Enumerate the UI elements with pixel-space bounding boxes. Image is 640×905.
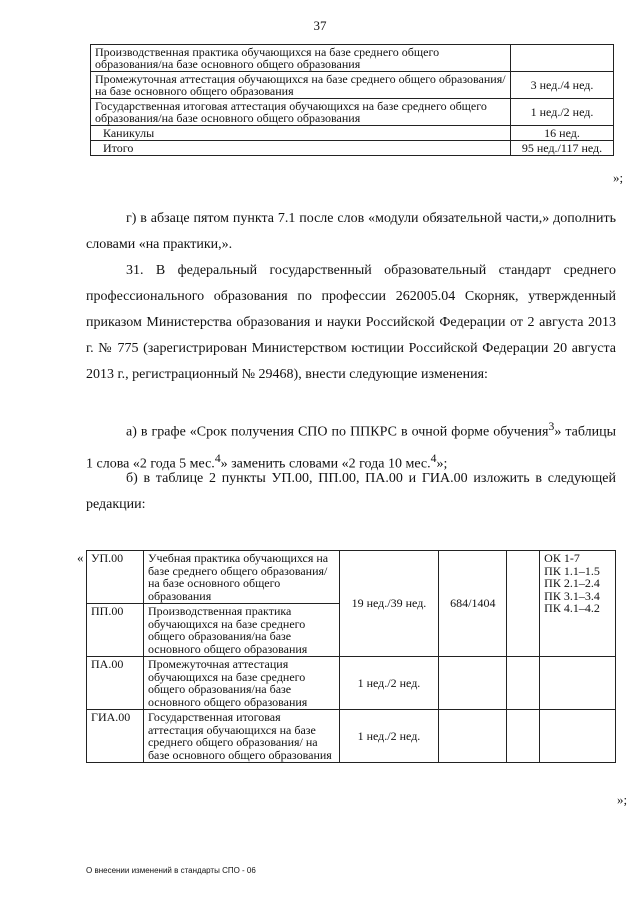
- table-cell-code: ПП.00: [87, 604, 144, 657]
- table-row: [91, 45, 614, 72]
- table-cell-value: 16 нед.: [511, 126, 614, 141]
- table-cell-label: Каникулы: [91, 126, 511, 141]
- table-cell-label: Промежуточная аттестация обучающихся на базе среднего общего образования/на базе основного общего образования: [91, 72, 511, 99]
- table-cell-desc: Производственная практика обучающихся на базе среднего общего образования/на базе основного общего образования: [143, 604, 339, 657]
- table-cell-label: Государственная итоговая аттестация обучающихся на базе среднего общего образования/на базе основного общего образования: [91, 99, 511, 126]
- table-row: [91, 126, 614, 141]
- table-row: [91, 72, 614, 99]
- table-cell-empty: [507, 657, 540, 710]
- paragraph-a-text: »;: [436, 456, 448, 472]
- table-cell-competencies: [540, 551, 616, 657]
- table-row: [91, 141, 614, 156]
- competency-item: ПК 3.1–3.4: [544, 588, 600, 603]
- table-row: [87, 710, 616, 763]
- table2-opening-quote: «: [77, 550, 84, 565]
- table-cell-code: ПА.00: [87, 657, 144, 710]
- table1-closing-quote: »;: [613, 170, 624, 185]
- table-cell-empty: [507, 710, 540, 763]
- paragraph-31: 31. В федеральный государственный образовательный стандарт среднего профессионального образования по профессии 262005.04 Скорняк, утвержденный приказом Министерства образования и науки Российской Федерации от 2 августа 2013 г. № 775 (зарегистрирован Министерством юстиции Российской Федерации 20 августа 2013 г., регистрационный № 29468), внести следующие изменения:: [86, 263, 616, 382]
- footnote-ref: 4: [430, 451, 437, 465]
- table-cell-value: [511, 45, 614, 72]
- table-cell-empty: [439, 657, 507, 710]
- table-cell-empty: [507, 551, 540, 657]
- table-row: [91, 99, 614, 126]
- duration-table: [90, 44, 614, 156]
- competency-item: ПК 2.1–2.4: [544, 576, 600, 590]
- table-cell-empty: [439, 710, 507, 763]
- table-cell-weeks: 1 нед./2 нед.: [339, 657, 439, 710]
- table-cell-weeks: 19 нед./39 нед.: [339, 551, 439, 657]
- competency-item: ПК 4.1–4.2: [544, 601, 600, 615]
- paragraph-a-text: а) в графе «Срок получения СПО по ППКРС в очной форме обучения: [126, 424, 549, 440]
- table2-closing-quote: »;: [617, 792, 628, 807]
- paragraph-a-text: » таблицы 1 слова «2 года 5 мес.: [86, 424, 617, 472]
- table-cell-desc: Государственная итоговая аттестация обучающихся на базе среднего общего образования/ на базе основного общего образования: [143, 710, 339, 763]
- footnote-ref: 4: [214, 451, 221, 465]
- table-cell-label: Итого: [91, 141, 511, 156]
- table-cell-desc: Учебная практика обучающихся на базе среднего общего образования/на базе основного общего образования: [143, 551, 339, 604]
- competency-item: ПК 1.1–1.5: [544, 563, 600, 578]
- footnote-ref: 3: [548, 420, 555, 433]
- competency-item: ОК 1-7: [544, 551, 580, 565]
- table-cell-code: ГИА.00: [87, 710, 144, 763]
- table-cell-empty: [540, 657, 616, 710]
- paragraph-a-text: » заменить словами «2 года 10 мес.: [220, 456, 431, 472]
- paragraph-g: г) в абзаце пятом пункта 7.1 после слов «модули обязательной части,» дополнить словами «на практики,».: [86, 211, 616, 252]
- table-cell-desc: Промежуточная аттестация обучающихся на базе среднего общего образования/на базе основного общего образования: [143, 657, 339, 710]
- table-cell-weeks: 1 нед./2 нед.: [339, 710, 439, 763]
- table-row: [87, 657, 616, 710]
- table-cell-label: Производственная практика обучающихся на базе среднего общего образования/на базе основного общего образования: [91, 45, 511, 72]
- practice-table: [86, 550, 616, 763]
- table-cell-value: 1 нед./2 нед.: [511, 99, 614, 126]
- table-cell-empty: [540, 710, 616, 763]
- table-cell-hours: 684/1404: [439, 551, 507, 657]
- table-cell-value: 95 нед./117 нед.: [511, 141, 614, 156]
- paragraph-b: б) в таблице 2 пункты УП.00, ПП.00, ПА.00 и ГИА.00 изложить в следующей редакции:: [86, 471, 616, 512]
- footer-note: О внесении изменений в стандарты СПО - 06: [86, 866, 256, 875]
- table-cell-value: 3 нед./4 нед.: [511, 72, 614, 99]
- page-number: 37: [313, 18, 327, 33]
- table-row: [87, 551, 616, 604]
- table-cell-code: УП.00: [87, 551, 144, 604]
